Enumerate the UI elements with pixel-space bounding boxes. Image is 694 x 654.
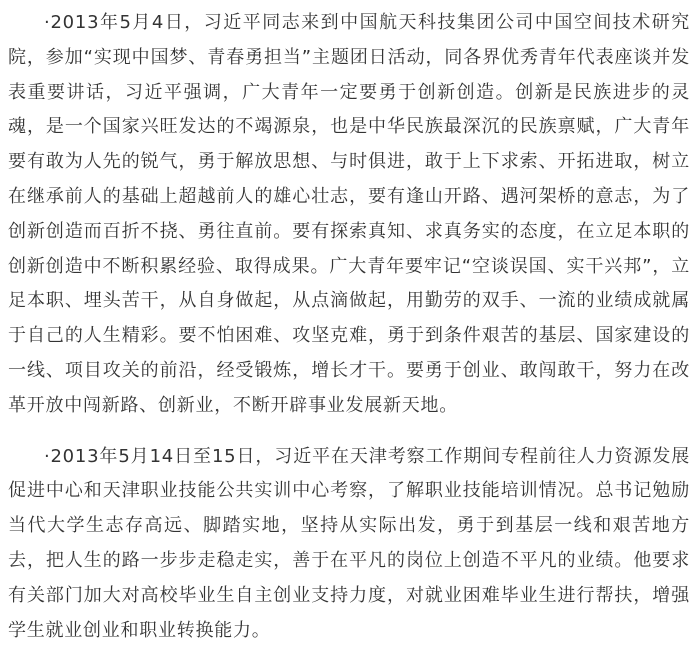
paragraph-may-4: ·2013年5月4日，习近平同志来到中国航天科技集团公司中国空间技术研究院，参加“实现中国梦、青春勇担当”主题团日活动，同各界优秀青年代表座谈并发表重要讲话，习近平强调，广大青年一定要勇于创新创造。创新是民族进步的灵魂，是一个国家兴旺发达的不竭源泉，也是中华民族最深沉的民族禀赋，广大青年要有敢为人先的锐气，勇于解放思想、与时俱进，敢于上下求索、开拓进取，树立在继承前人的基础上超越前人的雄心壮志，要有逢山开路、遇河架桥的意志，为了创新创造而百折不挠、勇往直前。要有探索真知、求真务实的态度，在立足本职的创新创造中不断积累经验、取得成果。广大青年要牢记“空谈误国、实干兴邦”，立足本职、埋头苦干，从自身做起，从点滴做起，用勤劳的双手、一流的业绩成就属于自己的人生精彩。要不怕困难、攻坚克难，勇于到条件艰苦的基层、国家建设的一线、项目攻关的前沿，经受锻炼，增长才干。要勇于创业、敢闯敢干，努力在改革开放中闯新路、创新业，不断开辟事业发展新天地。: [8, 12, 690, 416]
paragraph-may-14-15: ·2013年5月14日至15日，习近平在天津考察工作期间专程前往人力资源发展促进中心和天津职业技能公共实训中心考察，了解职业技能培训情况。总书记勉励当代大学生志存高远、脚踏实地，坚持从实际出发，勇于到基层一线和艰苦地方去，把人生的路一步步走稳走实，善于在平凡的岗位上创造不平凡的业绩。他要求有关部门加大对高校毕业生自主创业支持力度，对就业困难毕业生进行帮扶，增强学生就业创业和职业转换能力。: [8, 445, 690, 641]
article-body: [8, 6, 690, 648]
